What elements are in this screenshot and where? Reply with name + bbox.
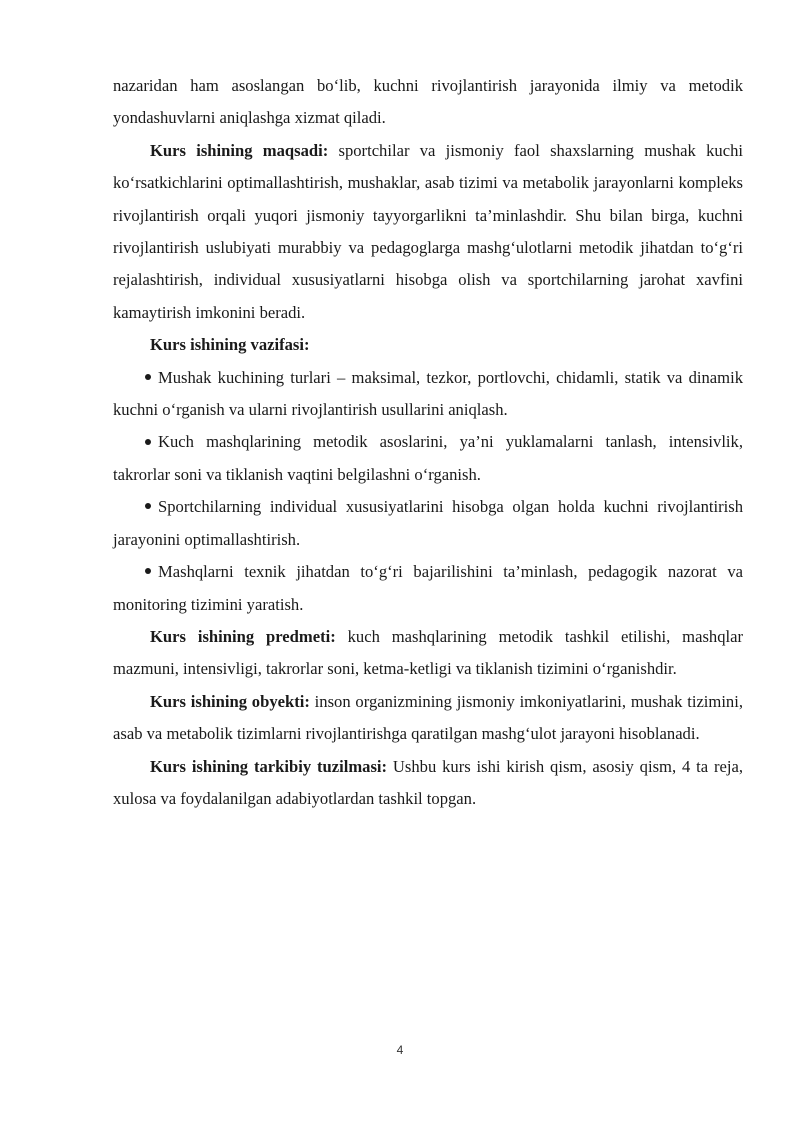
- structure-paragraph: [113, 751, 743, 816]
- object-text: inson organizmining jismoniy imkoniyatlarini, mushak tizimini, asab va metabolik tizimlarni rivojlantirishga qaratilgan mashg‘ulot jarayoni hisoblanadi.: [113, 691, 743, 744]
- task-bullet-item: [113, 491, 743, 556]
- bullet-dot-icon: [145, 503, 151, 509]
- tasks-label: Kurs ishining vazifasi:: [150, 335, 310, 355]
- tasks-heading: [113, 329, 743, 361]
- goal-text: sportchilar va jismoniy faol shaxslarning mushak kuchi ko‘rsatkichlarini optimallashtirish, mushaklar, asab tizimi va metabolik jarayonlarni kompleks rivojlantirish orqali yuqori jismoniy tayyorgarlikni ta’minlashdir. Shu bilan birga, kuchni rivojlantirish uslubiyati murabbiy va pedagoglarga mashg‘ulotlarni metodik jihatdan to‘g‘ri rejalashtirish, individual xususiyatlarni hisobga olish va sportchilarning jarohat xavfini kamaytirish imkonini beradi.: [113, 140, 743, 322]
- bullet-dot-icon: [145, 568, 151, 574]
- task-bullet-item: [113, 426, 743, 491]
- bullet-dot-icon: [145, 439, 151, 445]
- intro-continuation-paragraph: nazaridan ham asoslangan bo‘lib, kuchni rivojlantirish jarayonida ilmiy va metodik yondashuvlarni aniqlashga xizmat qiladi.: [113, 76, 743, 128]
- document-page: [113, 70, 743, 815]
- task-bullet-text: Kuch mashqlarining metodik asoslarini, ya’ni yuklamalarni tanlash, intensivlik, takrorlar soni va tiklanish vaqtini belgilashni o‘rganish.: [113, 432, 743, 484]
- task-bullet-text: Sportchilarning individual xususiyatlarini hisobga olgan holda kuchni rivojlantirish jarayonini optimallashtirish.: [113, 497, 743, 549]
- task-bullet-text: Mashqlarni texnik jihatdan to‘g‘ri bajarilishini ta’minlash, pedagogik nazorat va monitoring tizimini yaratish.: [113, 562, 743, 614]
- goal-label: Kurs ishining maqsadi:: [150, 140, 329, 160]
- structure-label: Kurs ishining tarkibiy tuzilmasi:: [150, 756, 388, 776]
- task-bullet-text: Mushak kuchining turlari – maksimal, tezkor, portlovchi, chidamli, statik va dinamik kuchni o‘rganish va ularni rivojlantirish usullarini aniqlash.: [113, 367, 743, 420]
- subject-label: Kurs ishining predmeti:: [150, 626, 336, 646]
- object-label: Kurs ishining obyekti:: [150, 691, 310, 711]
- page-number: 4: [396, 1043, 404, 1057]
- subject-text: kuch mashqlarining metodik tashkil etilishi, mashqlar mazmuni, intensivligi, takrorlar soni, ketma-ketligi va tiklanish tizimini o‘rganishdir.: [113, 626, 743, 679]
- subject-paragraph: [113, 621, 743, 686]
- task-bullet-item: [113, 362, 743, 427]
- task-bullet-item: [113, 556, 743, 621]
- goal-paragraph: [113, 135, 743, 329]
- object-paragraph: [113, 686, 743, 751]
- bullet-dot-icon: [145, 374, 151, 380]
- structure-text: Ushbu kurs ishi kirish qism, asosiy qism, 4 ta reja, xulosa va foydalanilgan adabiyotlardan tashkil topgan.: [113, 756, 743, 808]
